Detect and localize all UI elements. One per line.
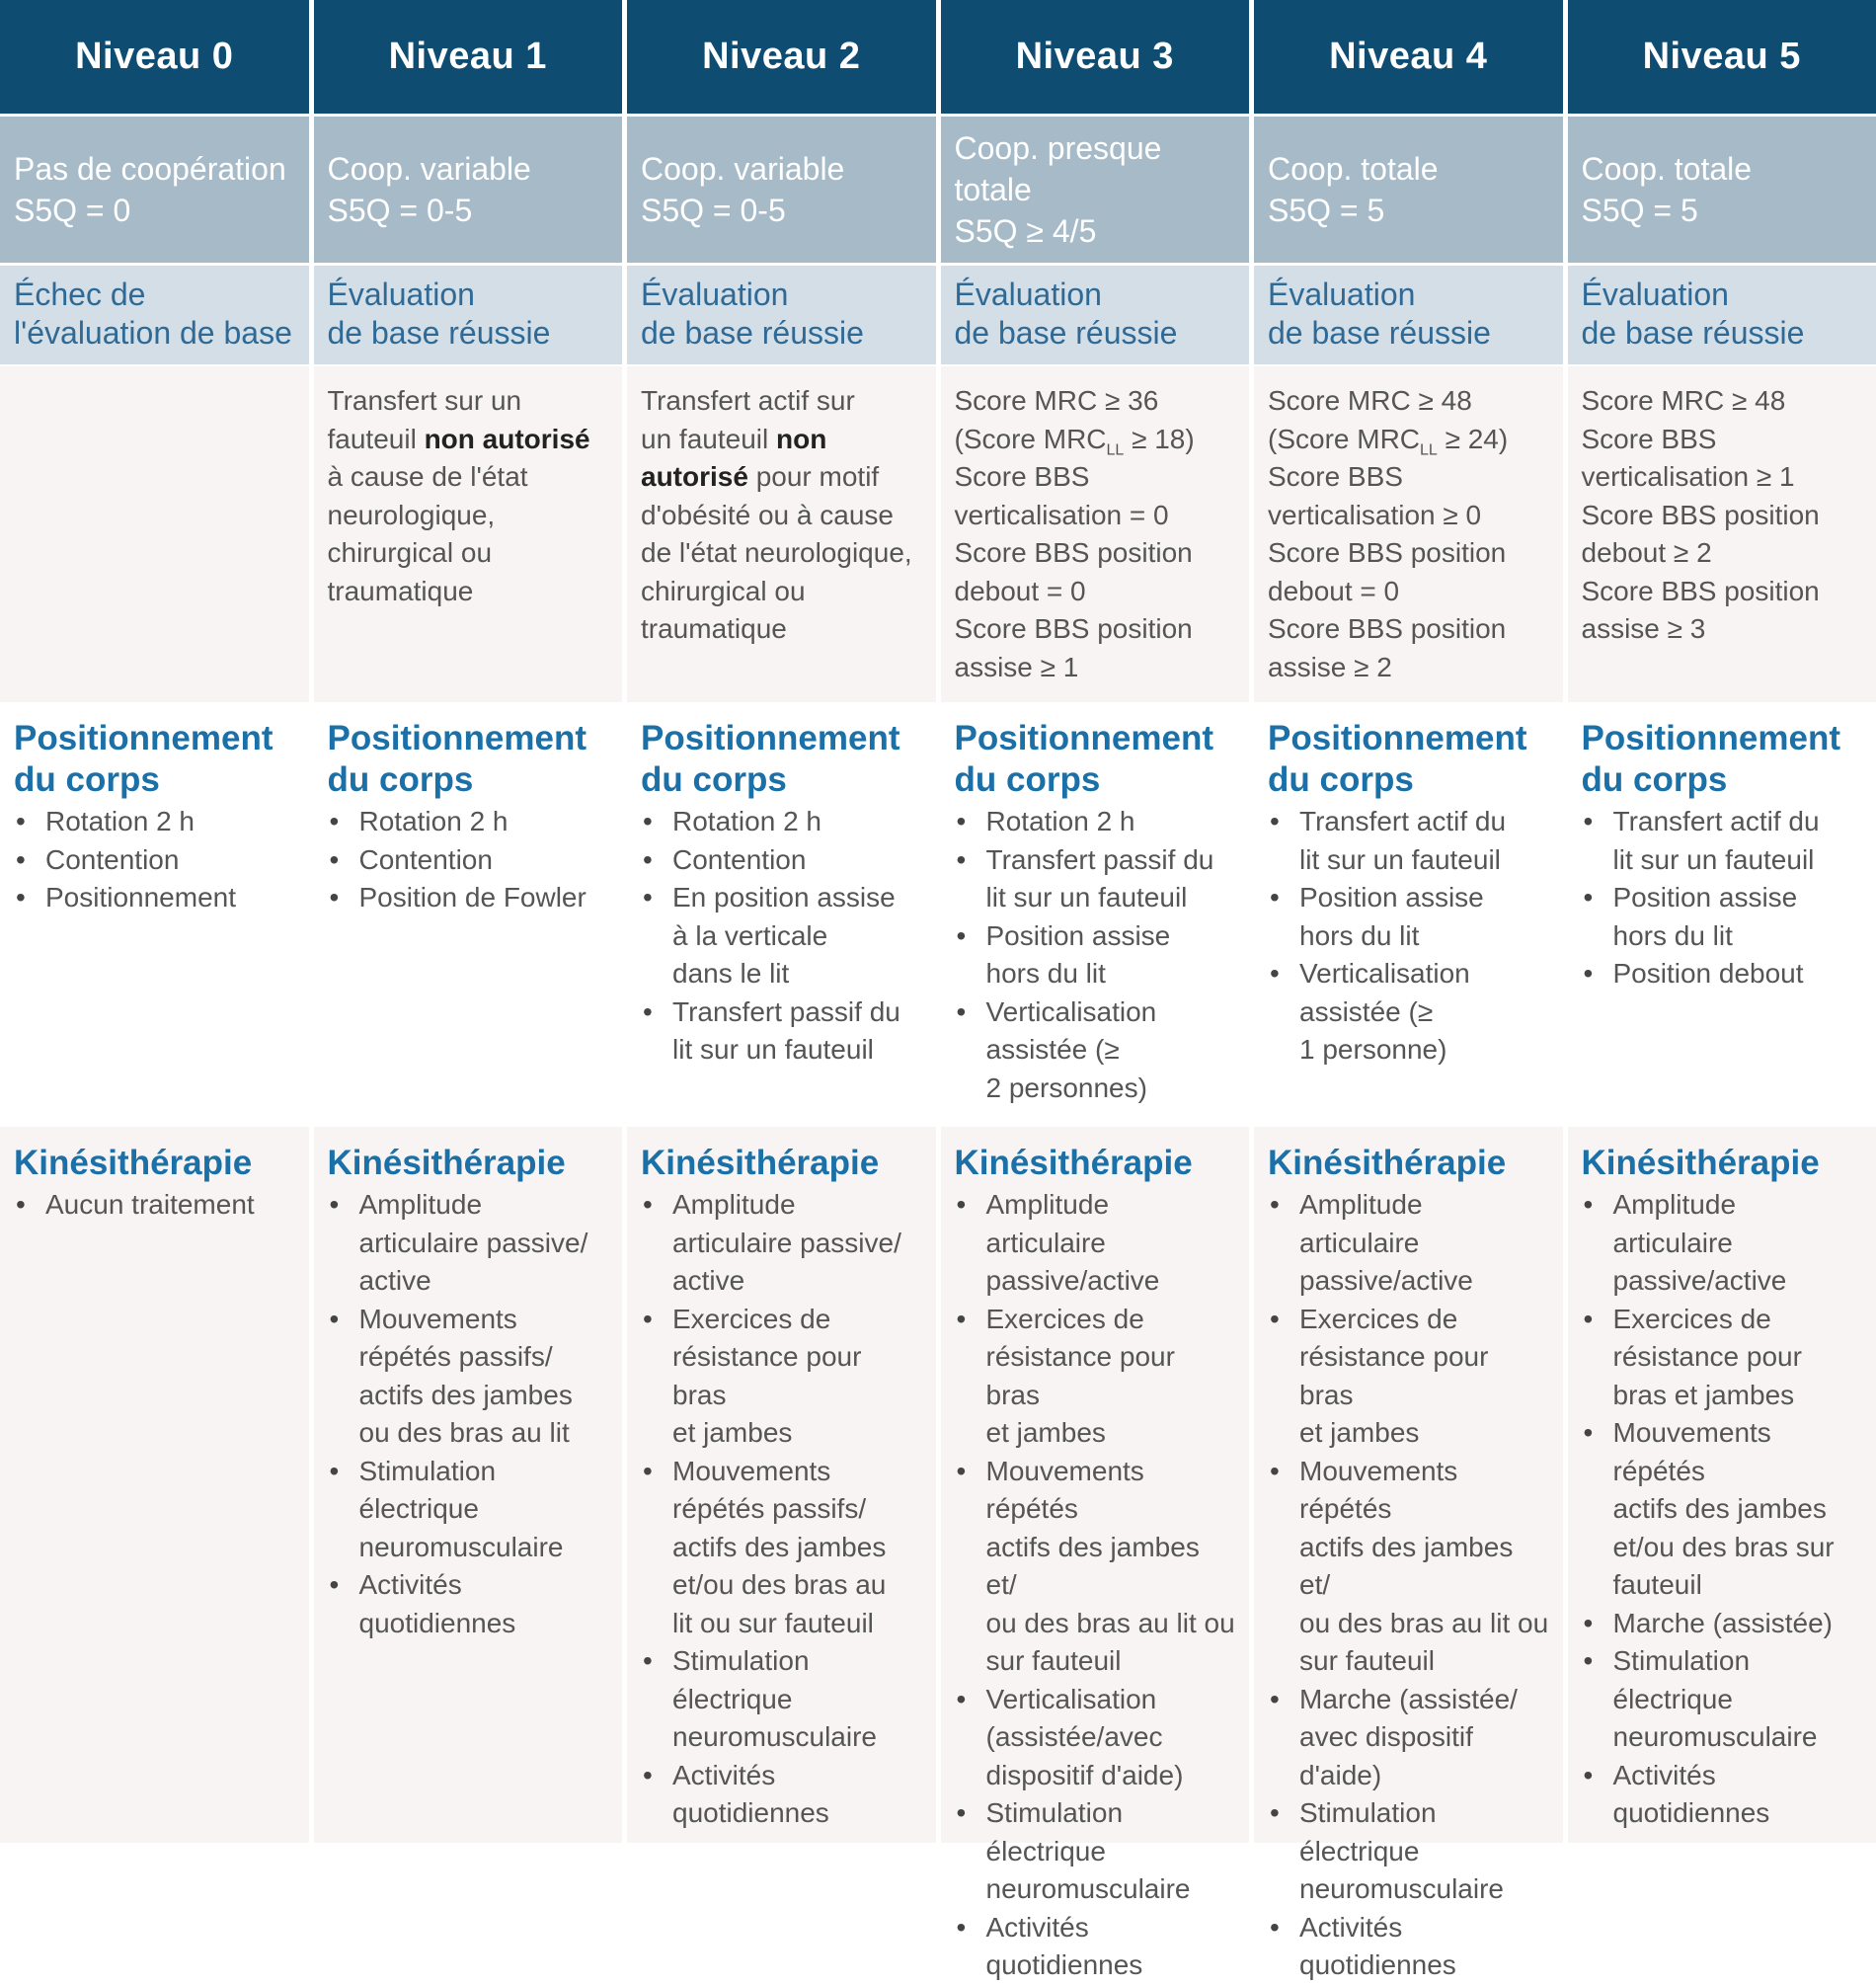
kinesitherapy-item [1268,1186,1549,1301]
kinesitherapy-item [641,1186,922,1301]
criteria-line: un fauteuil non [641,421,922,459]
kinesitherapy-title-line: Kinésithérapie [14,1143,295,1184]
evaluation-cell [1254,266,1563,364]
kinesitherapy-title-line: Kinésithérapie [328,1143,609,1184]
kinesitherapy-item [1582,1301,1863,1415]
cooperation-line: S5Q = 5 [1582,190,1863,231]
kinesitherapy-title [641,1143,922,1184]
positioning-item-line: assistée (≥ [986,1031,1236,1070]
kinesitherapy-item-line: sur fauteuil [1299,1642,1549,1681]
kinesitherapy-cell [314,1127,623,1843]
kinesitherapy-item-line: électrique [986,1833,1236,1871]
positioning-title-line: du corps [641,759,922,801]
kinesitherapy-item-line: • Exercices de [986,1301,1236,1339]
criteria-line: traumatique [641,610,922,649]
positioning-cell [941,702,1250,1127]
criteria-cell [1254,366,1563,702]
kinesitherapy-item-line: • Amplitude [359,1186,609,1225]
kinesitherapy-item-line: ou des bras au lit ou [986,1605,1236,1643]
kinesitherapy-item-line: quotidiennes [986,1946,1236,1985]
kinesitherapy-item-line: ou des bras au lit ou [1299,1605,1549,1643]
positioning-title [14,718,295,801]
kinesitherapy-item [955,1681,1236,1795]
kinesitherapy-item-line: résistance pour bras [1299,1338,1549,1414]
positioning-cell [627,702,936,1127]
kinesitherapy-item-line: • Activités [672,1757,922,1795]
evaluation-cell [941,266,1250,364]
level-header: Niveau 2 [627,0,936,114]
cooperation-line: Coop. presque [955,127,1236,169]
positioning-item-line: • Transfert passif du [672,993,922,1032]
positioning-item-line: • Position assise [1299,879,1549,917]
kinesitherapy-item-line: électrique [1613,1681,1863,1719]
criteria-line: Score MRC ≥ 36 [955,382,1236,421]
criteria-line: Score BBS position [1268,610,1549,649]
level-header: Niveau 0 [0,0,309,114]
kinesitherapy-item-line: • Mouvements répétés [1299,1453,1549,1529]
kinesitherapy-title [1582,1143,1863,1184]
cooperation-line: Coop. totale [1582,148,1863,190]
kinesitherapy-item [1268,1453,1549,1681]
positioning-item [955,841,1236,917]
kinesitherapy-item-line: répétés passifs/ [359,1338,609,1377]
kinesitherapy-item-line: actifs des jambes [359,1377,609,1415]
kinesitherapy-list [14,1186,295,1225]
positioning-item [328,841,609,880]
positioning-item [14,879,295,917]
kinesitherapy-item [1268,1794,1549,1909]
criteria-line: Score BBS position [1582,497,1863,535]
kinesitherapy-item-line: • Stimulation [1613,1642,1863,1681]
kinesitherapy-item-line: • Mouvements [359,1301,609,1339]
positioning-item [1268,803,1549,879]
positioning-item-line: à la verticale [672,917,922,956]
positioning-title-line: Positionnement [641,718,922,759]
positioning-title-line: du corps [955,759,1236,801]
kinesitherapy-item-line: actifs des jambes et/ [1299,1529,1549,1605]
positioning-cell [1254,702,1563,1127]
positioning-list [641,803,922,1070]
positioning-cell [314,702,623,1127]
criteria-line: debout = 0 [1268,573,1549,611]
kinesitherapy-item-line: articulaire passive/ [672,1225,922,1263]
criteria-line: assise ≥ 3 [1582,610,1863,649]
kinesitherapy-item-line: électrique [672,1681,922,1719]
positioning-list [955,803,1236,1107]
kinesitherapy-list [328,1186,609,1642]
positioning-title-line: du corps [1268,759,1549,801]
kinesitherapy-item-line: répétés passifs/ [672,1490,922,1529]
criteria-line: autorisé pour motif [641,458,922,497]
kinesitherapy-item-line: résistance pour bras [986,1338,1236,1414]
criteria-line: Score BBS [1582,421,1863,459]
kinesitherapy-item-line: neuromusculaire [672,1718,922,1757]
kinesitherapy-item [1268,1681,1549,1795]
kinesitherapy-item-line: quotidiennes [1613,1794,1863,1833]
criteria-line: Score MRC ≥ 48 [1582,382,1863,421]
positioning-item [955,803,1236,841]
positioning-item-line: • Rotation 2 h [359,803,609,841]
positioning-item-line: • Position debout [1613,955,1863,993]
positioning-title-line: Positionnement [1582,718,1863,759]
positioning-item-line: • En position assise [672,879,922,917]
kinesitherapy-item [641,1453,922,1643]
evaluation-line: de base réussie [641,314,922,353]
kinesitherapy-item-line: neuromusculaire [1613,1718,1863,1757]
positioning-item-line: • Contention [45,841,295,880]
criteria-line: assise ≥ 1 [955,649,1236,687]
kinesitherapy-item-line: • Activités [986,1909,1236,1947]
positioning-item-line: • Rotation 2 h [986,803,1236,841]
positioning-item-line: • Transfert passif du [986,841,1236,880]
positioning-item-line: • Position assise [986,917,1236,956]
evaluation-line: Évaluation [955,276,1236,314]
kinesitherapy-item-line: et jambes [986,1414,1236,1453]
kinesitherapy-item-line: • Amplitude [672,1186,922,1225]
positioning-item-line: • Transfert actif du [1299,803,1549,841]
kinesitherapy-item-line: • Amplitude articulaire [1613,1186,1863,1262]
positioning-title-line: du corps [14,759,295,801]
positioning-item [641,803,922,841]
positioning-item [955,993,1236,1108]
kinesitherapy-cell [1254,1127,1563,1843]
kinesitherapy-item-line: • Mouvements répétés [986,1453,1236,1529]
positioning-item [1582,879,1863,955]
positioning-title [328,718,609,801]
kinesitherapy-item-line: résistance pour [1613,1338,1863,1377]
evaluation-cell [0,266,309,364]
kinesitherapy-cell [0,1127,309,1843]
criteria-cell [0,366,309,702]
cooperation-line: totale [955,169,1236,210]
kinesitherapy-item [328,1186,609,1301]
criteria-line: Score BBS [1268,458,1549,497]
positioning-title-line: Positionnement [955,718,1236,759]
kinesitherapy-item-line: articulaire passive/ [359,1225,609,1263]
kinesitherapy-item [641,1301,922,1453]
kinesitherapy-item-line: neuromusculaire [986,1870,1236,1909]
kinesitherapy-list [955,1186,1236,1985]
criteria-line: Transfert sur un [328,382,609,421]
kinesitherapy-item-line: • Stimulation [672,1642,922,1681]
kinesitherapy-item-line: actifs des jambes [1613,1490,1863,1529]
cooperation-line: S5Q = 5 [1268,190,1549,231]
positioning-item-line: lit sur un fauteuil [672,1031,922,1070]
criteria-line: (Score $MRC_{LL} \ge 18$) [955,421,1236,459]
kinesitherapy-item-line: • Marche (assistée) [1613,1605,1863,1643]
criteria-line: fauteuil non autorisé [328,421,609,459]
positioning-title [1582,718,1863,801]
kinesitherapy-item [1582,1605,1863,1643]
criteria-line: Score MRC ≥ 48 [1268,382,1549,421]
kinesitherapy-item-line: avec dispositif [1299,1718,1549,1757]
positioning-item-line: 2 personnes) [986,1070,1236,1108]
cooperation-cell [627,117,936,263]
evaluation-cell [314,266,623,364]
positioning-list [14,803,295,917]
criteria-line: (Score $MRC_{LL} \ge 24$) [1268,421,1549,459]
positioning-title-line: du corps [328,759,609,801]
cooperation-line: Coop. totale [1268,148,1549,190]
kinesitherapy-item-line: • Exercices de [1613,1301,1863,1339]
criteria-line: à cause de l'état [328,458,609,497]
positioning-item-line: hors du lit [986,955,1236,993]
kinesitherapy-item [641,1642,922,1757]
criteria-line: Score BBS [955,458,1236,497]
kinesitherapy-item [955,1909,1236,1985]
evaluation-line: de base réussie [1268,314,1549,353]
kinesitherapy-item-line: lit ou sur fauteuil [672,1605,922,1643]
positioning-item-line: • Position de Fowler [359,879,609,917]
kinesitherapy-item-line: (assistée/avec [986,1718,1236,1757]
positioning-item-line: • Contention [359,841,609,880]
criteria-line: Score BBS position [955,534,1236,573]
kinesitherapy-item-line: et jambes [1299,1414,1549,1453]
kinesitherapy-item [328,1301,609,1453]
evaluation-line: de base réussie [1582,314,1863,353]
kinesitherapy-item-line: actifs des jambes [672,1529,922,1567]
cooperation-cell [0,117,309,263]
kinesitherapy-title [955,1143,1236,1184]
kinesitherapy-item [1582,1642,1863,1757]
positioning-item [955,917,1236,993]
kinesitherapy-item [14,1186,295,1225]
positioning-list [1268,803,1549,1070]
kinesitherapy-item-line: • Activités [1613,1757,1863,1795]
criteria-line: debout ≥ 2 [1582,534,1863,573]
kinesitherapy-item [328,1453,609,1567]
cooperation-cell [1254,117,1563,263]
kinesitherapy-item [955,1301,1236,1453]
kinesitherapy-title-line: Kinésithérapie [641,1143,922,1184]
positioning-item-line: • Verticalisation [1299,955,1549,993]
positioning-title-line: Positionnement [328,718,609,759]
positioning-item [641,993,922,1070]
criteria-cell [627,366,936,702]
evaluation-line: Évaluation [641,276,922,314]
evaluation-line: de base réussie [328,314,609,353]
positioning-item-line: lit sur un fauteuil [1299,841,1549,880]
kinesitherapy-list [641,1186,922,1833]
kinesitherapy-item-line: d'aide) [1299,1757,1549,1795]
positioning-title-line: Positionnement [14,718,295,759]
positioning-cell [1568,702,1876,1127]
positioning-item [1582,955,1863,993]
positioning-item-line: hors du lit [1299,917,1549,956]
kinesitherapy-title-line: Kinésithérapie [955,1143,1236,1184]
kinesitherapy-cell [941,1127,1250,1843]
kinesitherapy-item-line: dispositif d'aide) [986,1757,1236,1795]
criteria-line: Score BBS position [1268,534,1549,573]
positioning-item-line: dans le lit [672,955,922,993]
kinesitherapy-item-line: • Activités [359,1566,609,1605]
kinesitherapy-item-line: bras et jambes [1613,1377,1863,1415]
kinesitherapy-item [1582,1414,1863,1605]
cooperation-line: Pas de coopération [14,148,295,190]
kinesitherapy-item-line: quotidiennes [359,1605,609,1643]
kinesitherapy-item-line: • Exercices de [672,1301,922,1339]
criteria-line: chirurgical ou [328,534,609,573]
kinesitherapy-item-line: neuromusculaire [1299,1870,1549,1909]
criteria-line: debout = 0 [955,573,1236,611]
kinesitherapy-item-line: électrique [1299,1833,1549,1871]
criteria-line: verticalisation ≥ 1 [1582,458,1863,497]
kinesitherapy-item-line: passive/active [1613,1262,1863,1301]
evaluation-line: de base réussie [955,314,1236,353]
kinesitherapy-item-line: et/ou des bras sur [1613,1529,1863,1567]
kinesitherapy-item-line: ou des bras au lit [359,1414,609,1453]
positioning-item [1268,955,1549,1070]
positioning-item [641,841,922,880]
kinesitherapy-item-line: • Mouvements répétés [1613,1414,1863,1490]
level-header: Niveau 4 [1254,0,1563,114]
positioning-list [1582,803,1863,993]
criteria-line: neurologique, [328,497,609,535]
criteria-cell [314,366,623,702]
level-header: Niveau 3 [941,0,1250,114]
kinesitherapy-item-line: • Marche (assistée/ [1299,1681,1549,1719]
kinesitherapy-item-line: • Exercices de [1299,1301,1549,1339]
kinesitherapy-item [1268,1301,1549,1453]
positioning-item-line: • Verticalisation [986,993,1236,1032]
evaluation-cell [627,266,936,364]
criteria-line: chirurgical ou [641,573,922,611]
cooperation-line: S5Q = 0-5 [328,190,609,231]
positioning-list [328,803,609,917]
kinesitherapy-list [1582,1186,1863,1833]
positioning-item-line: lit sur un fauteuil [986,879,1236,917]
kinesitherapy-item-line: quotidiennes [672,1794,922,1833]
kinesitherapy-item [1582,1757,1863,1833]
positioning-item-line: hors du lit [1613,917,1863,956]
evaluation-line: Évaluation [1268,276,1549,314]
evaluation-line: Échec de [14,276,295,314]
cooperation-cell [941,117,1250,263]
criteria-line: Transfert actif sur [641,382,922,421]
cooperation-line: Coop. variable [328,148,609,190]
positioning-item-line: • Transfert actif du [1613,803,1863,841]
kinesitherapy-item-line: quotidiennes [1299,1946,1549,1985]
positioning-item-line: assistée (≥ [1299,993,1549,1032]
kinesitherapy-item-line: • Aucun traitement [45,1186,295,1225]
criteria-line: traumatique [328,573,609,611]
positioning-item-line: 1 personne) [1299,1031,1549,1070]
kinesitherapy-item [1268,1909,1549,1985]
positioning-item-line: • Rotation 2 h [672,803,922,841]
positioning-item [328,879,609,917]
kinesitherapy-item-line: • Amplitude articulaire [986,1186,1236,1262]
kinesitherapy-item-line: actifs des jambes et/ [986,1529,1236,1605]
positioning-item [14,803,295,841]
criteria-line: verticalisation = 0 [955,497,1236,535]
kinesitherapy-title [328,1143,609,1184]
evaluation-line: Évaluation [1582,276,1863,314]
kinesitherapy-item-line: active [359,1262,609,1301]
evaluation-cell [1568,266,1876,364]
kinesitherapy-item-line: passive/active [986,1262,1236,1301]
kinesitherapy-item-line: • Amplitude articulaire [1299,1186,1549,1262]
kinesitherapy-cell [627,1127,936,1843]
kinesitherapy-item-line: sur fauteuil [986,1642,1236,1681]
positioning-title [1268,718,1549,801]
kinesitherapy-item-line: active [672,1262,922,1301]
kinesitherapy-item-line: électrique [359,1490,609,1529]
cooperation-line: S5Q ≥ 4/5 [955,210,1236,252]
positioning-item [1582,803,1863,879]
criteria-line: d'obésité ou à cause [641,497,922,535]
kinesitherapy-title-line: Kinésithérapie [1582,1143,1863,1184]
kinesitherapy-item-line: • Verticalisation [986,1681,1236,1719]
kinesitherapy-item-line: • Mouvements [672,1453,922,1491]
kinesitherapy-list [1268,1186,1549,1985]
positioning-item-line: • Rotation 2 h [45,803,295,841]
positioning-item [328,803,609,841]
kinesitherapy-item-line: passive/active [1299,1262,1549,1301]
cooperation-line: Coop. variable [641,148,922,190]
kinesitherapy-item [641,1757,922,1833]
kinesitherapy-item-line: • Stimulation [986,1794,1236,1833]
positioning-title [641,718,922,801]
criteria-line: Score BBS position [1582,573,1863,611]
kinesitherapy-item [955,1794,1236,1909]
evaluation-line: Évaluation [328,276,609,314]
cooperation-cell [314,117,623,263]
positioning-item-line: • Position assise [1613,879,1863,917]
criteria-line: assise ≥ 2 [1268,649,1549,687]
kinesitherapy-item-line: • Activités [1299,1909,1549,1947]
evaluation-line: l'évaluation de base [14,314,295,353]
kinesitherapy-item-line: fauteuil [1613,1566,1863,1605]
kinesitherapy-item-line: et jambes [672,1414,922,1453]
criteria-line: de l'état neurologique, [641,534,922,573]
criteria-line: Score BBS position [955,610,1236,649]
cooperation-cell [1568,117,1876,263]
kinesitherapy-item [1582,1186,1863,1301]
kinesitherapy-item-line: résistance pour bras [672,1338,922,1414]
kinesitherapy-title [1268,1143,1549,1184]
cooperation-line: S5Q = 0 [14,190,295,231]
kinesitherapy-item [955,1453,1236,1681]
kinesitherapy-cell [1568,1127,1876,1843]
positioning-title-line: du corps [1582,759,1863,801]
level-header: Niveau 1 [314,0,623,114]
criteria-cell [1568,366,1876,702]
positioning-item [641,879,922,993]
kinesitherapy-item-line: et/ou des bras au [672,1566,922,1605]
positioning-item-line: • Positionnement [45,879,295,917]
positioning-title [955,718,1236,801]
kinesitherapy-item [328,1566,609,1642]
kinesitherapy-title [14,1143,295,1184]
positioning-item-line: • Contention [672,841,922,880]
positioning-item [14,841,295,880]
kinesitherapy-title-line: Kinésithérapie [1268,1143,1549,1184]
positioning-title-line: Positionnement [1268,718,1549,759]
positioning-cell [0,702,309,1127]
kinesitherapy-item [955,1186,1236,1301]
level-header: Niveau 5 [1568,0,1876,114]
positioning-item-line: lit sur un fauteuil [1613,841,1863,880]
cooperation-line: S5Q = 0-5 [641,190,922,231]
criteria-cell [941,366,1250,702]
kinesitherapy-item-line: neuromusculaire [359,1529,609,1567]
positioning-item [1268,879,1549,955]
criteria-line: verticalisation ≥ 0 [1268,497,1549,535]
kinesitherapy-item-line: • Stimulation [1299,1794,1549,1833]
kinesitherapy-item-line: • Stimulation [359,1453,609,1491]
